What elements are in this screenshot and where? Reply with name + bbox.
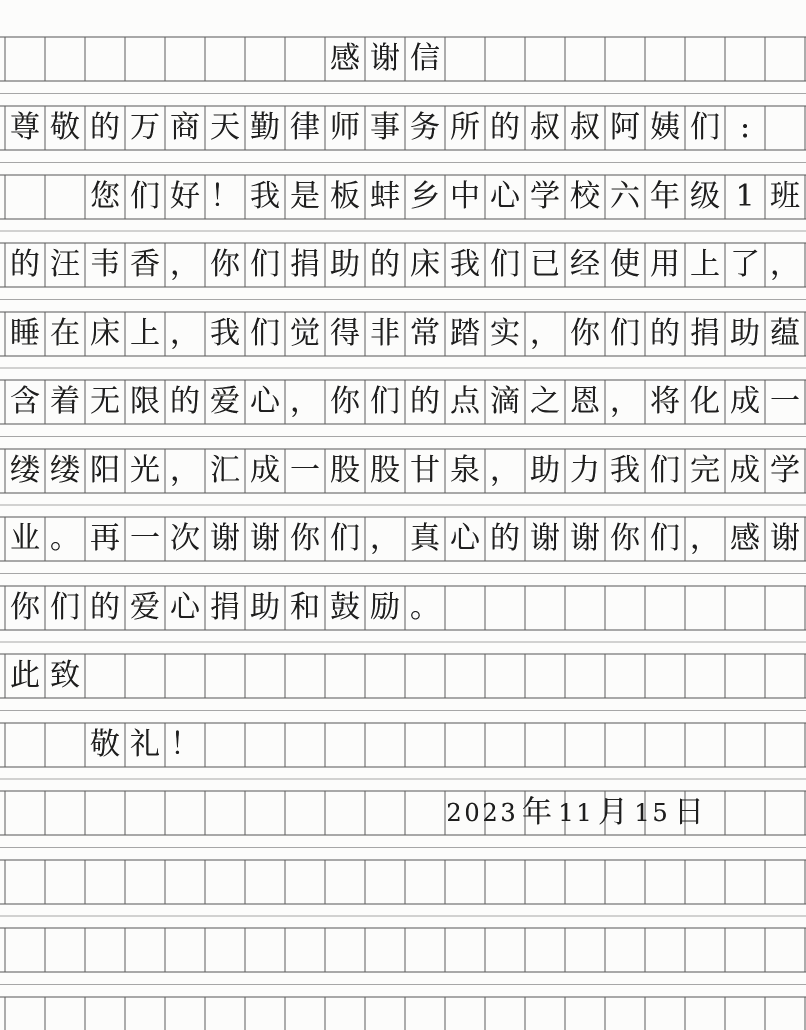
body-character: 们 <box>650 521 680 556</box>
body-character: 床 <box>90 316 120 351</box>
body-character: 次 <box>170 521 200 556</box>
body-character: 我 <box>210 316 240 351</box>
body-character: 你 <box>210 247 240 282</box>
body-character: 之 <box>530 384 560 419</box>
date-character: 5 <box>652 799 668 827</box>
body-character: ， <box>370 521 400 556</box>
body-character: 缕 <box>50 453 80 488</box>
body-character: 上 <box>690 247 720 282</box>
body-character: 中 <box>450 179 480 214</box>
body-character: 你 <box>570 316 600 351</box>
body-character: 香 <box>130 247 160 282</box>
salutation-character: 的 <box>90 110 120 145</box>
date-character: 1 <box>634 799 650 827</box>
body-character: 们 <box>330 521 360 556</box>
body-character: ！ <box>210 179 240 214</box>
body-character: 我 <box>250 179 280 214</box>
body-character: 助 <box>330 247 360 282</box>
body-character: 一 <box>290 453 320 488</box>
body-character: 心 <box>170 590 200 625</box>
date-character: 2 <box>446 799 462 827</box>
body-character: 常 <box>410 316 440 351</box>
body-character: 已 <box>530 247 560 282</box>
body-character: 们 <box>650 453 680 488</box>
body-character: ， <box>170 453 200 488</box>
salutation-character: 叔 <box>570 110 600 145</box>
body-character: 上 <box>130 316 160 351</box>
salutation-character: 师 <box>330 110 360 145</box>
body-character: 业 <box>10 521 40 556</box>
salutation-character: 商 <box>170 110 200 145</box>
date-character: 1 <box>558 799 574 827</box>
salutation-character: 阿 <box>610 110 640 145</box>
body-character: ， <box>690 521 720 556</box>
date-character: 月 <box>598 795 628 830</box>
body-character: 得 <box>330 316 360 351</box>
body-character: 的 <box>410 384 440 419</box>
salutation-character: 叔 <box>530 110 560 145</box>
body-character: 。 <box>410 590 440 625</box>
body-character: 使 <box>610 247 640 282</box>
body-character: 六 <box>610 179 640 214</box>
body-character: 励 <box>370 590 400 625</box>
body-character: 助 <box>530 453 560 488</box>
date-character: 3 <box>500 799 516 827</box>
salutation-character: 万 <box>130 110 160 145</box>
title-character: 谢 <box>370 41 400 76</box>
body-character: 无 <box>90 384 120 419</box>
body-character: 汪 <box>50 247 80 282</box>
body-character: 阳 <box>90 453 120 488</box>
body-character: 的 <box>90 590 120 625</box>
closing-character: 此 <box>10 658 40 693</box>
body-character: 1 <box>735 179 755 214</box>
title-character: 感 <box>330 41 360 76</box>
body-character: 踏 <box>450 316 480 351</box>
body-character: 限 <box>130 384 160 419</box>
body-character: 们 <box>50 590 80 625</box>
body-character: ， <box>170 247 200 282</box>
salutation-character: 律 <box>290 110 320 145</box>
body-character: 了 <box>730 247 760 282</box>
body-character: 成 <box>250 453 280 488</box>
body-character: 你 <box>330 384 360 419</box>
date-character: 0 <box>464 799 480 827</box>
body-character: 学 <box>530 179 560 214</box>
body-character: 助 <box>730 316 760 351</box>
body-character: ， <box>770 247 800 282</box>
body-character: ， <box>170 316 200 351</box>
body-character: 用 <box>650 247 680 282</box>
body-character: 心 <box>490 179 520 214</box>
salutation-character: 们 <box>690 110 720 145</box>
body-character: 蕴 <box>770 316 800 351</box>
body-character: 板 <box>330 179 360 214</box>
body-character: 捐 <box>690 316 720 351</box>
body-character: 乡 <box>410 179 440 214</box>
salutation-character: 勤 <box>250 110 280 145</box>
regards-character: 礼 <box>130 727 160 762</box>
salutation-character: 的 <box>490 110 520 145</box>
body-character: 一 <box>130 521 160 556</box>
body-character: 鼓 <box>330 590 360 625</box>
body-character: 缕 <box>10 453 40 488</box>
body-character: 。 <box>50 521 80 556</box>
body-character: 股 <box>370 453 400 488</box>
body-character: 谢 <box>250 521 280 556</box>
body-character: 谢 <box>570 521 600 556</box>
body-character: 们 <box>610 316 640 351</box>
body-character: 心 <box>250 384 280 419</box>
salutation-character: 姨 <box>650 110 680 145</box>
body-character: ， <box>530 316 560 351</box>
body-character: 是 <box>290 179 320 214</box>
regards-character: ！ <box>170 727 200 762</box>
body-character: 们 <box>250 316 280 351</box>
body-character: 甘 <box>410 453 440 488</box>
body-character: 们 <box>250 247 280 282</box>
body-character: 着 <box>50 384 80 419</box>
body-character: 你 <box>290 521 320 556</box>
body-character: 我 <box>610 453 640 488</box>
salutation-character: 务 <box>410 110 440 145</box>
salutation-character: 事 <box>370 110 400 145</box>
body-character: 的 <box>370 247 400 282</box>
body-character: 们 <box>490 247 520 282</box>
body-character: 年 <box>650 179 680 214</box>
body-character: 我 <box>450 247 480 282</box>
body-character: 的 <box>490 521 520 556</box>
body-character: 捐 <box>290 247 320 282</box>
body-character: 恩 <box>570 384 600 419</box>
body-character: 谢 <box>530 521 560 556</box>
salutation-character: 天 <box>210 110 240 145</box>
body-character: 真 <box>410 521 440 556</box>
body-character: 的 <box>170 384 200 419</box>
body-character: 一 <box>770 384 800 419</box>
body-character: 汇 <box>210 453 240 488</box>
body-character: 觉 <box>290 316 320 351</box>
body-character: 泉 <box>450 453 480 488</box>
body-character: 床 <box>410 247 440 282</box>
body-character: 助 <box>250 590 280 625</box>
body-character: 们 <box>130 179 160 214</box>
body-character: 谢 <box>210 521 240 556</box>
body-character: ， <box>610 384 640 419</box>
body-character: 再 <box>90 521 120 556</box>
date-character: 年 <box>522 795 552 830</box>
date-character: 1 <box>576 799 592 827</box>
body-character: 将 <box>650 384 680 419</box>
body-character: 校 <box>570 179 600 214</box>
body-character: 们 <box>370 384 400 419</box>
body-character: 感 <box>730 521 760 556</box>
body-character: 你 <box>10 590 40 625</box>
salutation-character: : <box>739 110 751 145</box>
body-character: 经 <box>570 247 600 282</box>
body-character: 和 <box>290 590 320 625</box>
body-character: 在 <box>50 316 80 351</box>
date-character: 日 <box>674 795 704 830</box>
body-character: ， <box>490 453 520 488</box>
salutation-character: 敬 <box>50 110 80 145</box>
body-character: 实 <box>490 316 520 351</box>
body-character: 蚌 <box>370 179 400 214</box>
regards-character: 敬 <box>90 727 120 762</box>
body-character: 学 <box>770 453 800 488</box>
body-character: 韦 <box>90 247 120 282</box>
body-character: 含 <box>10 384 40 419</box>
body-character: 你 <box>610 521 640 556</box>
body-character: 班 <box>770 179 800 214</box>
body-character: 的 <box>650 316 680 351</box>
body-character: 完 <box>690 453 720 488</box>
body-character: 力 <box>570 453 600 488</box>
salutation-character: 尊 <box>10 110 40 145</box>
body-character: 滴 <box>490 384 520 419</box>
body-character: 股 <box>330 453 360 488</box>
title-character: 信 <box>410 41 440 76</box>
body-character: 非 <box>370 316 400 351</box>
body-character: 心 <box>450 521 480 556</box>
body-character: 的 <box>10 247 40 282</box>
body-character: 级 <box>690 179 720 214</box>
body-character: 化 <box>690 384 720 419</box>
body-character: 爱 <box>210 384 240 419</box>
salutation-character: 所 <box>450 110 480 145</box>
body-character: 捐 <box>210 590 240 625</box>
body-character: 点 <box>450 384 480 419</box>
body-character: 您 <box>90 179 120 214</box>
body-character: 睡 <box>10 316 40 351</box>
body-character: 好 <box>170 179 200 214</box>
body-character: 成 <box>730 384 760 419</box>
closing-character: 致 <box>50 658 80 693</box>
body-character: 爱 <box>130 590 160 625</box>
date-character: 2 <box>482 799 498 827</box>
body-character: 谢 <box>770 521 800 556</box>
body-character: ， <box>290 384 320 419</box>
body-character: 光 <box>130 453 160 488</box>
body-character: 成 <box>730 453 760 488</box>
